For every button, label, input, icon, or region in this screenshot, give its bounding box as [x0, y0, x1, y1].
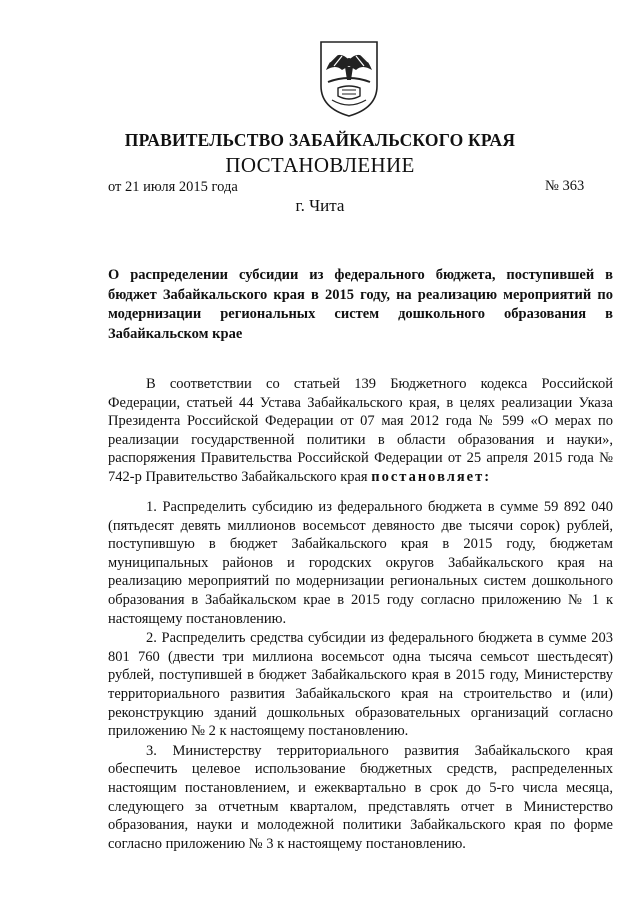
document-date: от 21 июля 2015 года [108, 179, 238, 195]
document-number: № 363 [545, 178, 585, 194]
decree-item-2: 2. Распределить средства субсидии из федерального бюджета в сумме 203 801 760 (двести три миллиона восемьсот одна тысяча семьсот шестьдесят) рублей, поступившей в бюджет Забайкальского края в 2015 году, Министерству территориального развития Забайкальского края на строительство и (или) реконструкцию зданий дошкольных образовательных организаций согласно приложению № 2 к настоящему постановлению. [108, 630, 613, 740]
preamble-paragraph [108, 375, 613, 487]
document-type: ПОСТАНОВЛЕНИЕ [225, 153, 415, 177]
coat-of-arms-icon [318, 40, 380, 118]
preamble [108, 375, 613, 487]
resolves-keyword: постановляет: [371, 468, 492, 485]
document-subject: О распределении субсидии из федерального бюджета, поступившей в бюджет Забайкальского края в 2015 году, на реализацию мероприятий по модернизации региональных систем дошкольного образования в Забайкальском крае [108, 267, 613, 342]
decree-item-1: 1. Распределить субсидию из федерального бюджета в сумме 59 892 040 (пятьдесят девять миллионов восемьсот девяносто две тысячи сорок) рублей, поступившую в бюджет Забайкальского края в 2015 году, бюджетам муниципальных районов и городских округов Забайкальского края на реализацию мероприятий по модернизации региональных систем дошкольного образования в Забайкальском крае в 2015 году согласно приложению № 1 к настоящему постановлению. [108, 499, 613, 627]
decree-items [108, 498, 613, 853]
decree-item-3: 3. Министерству территориального развития Забайкальского края обеспечить целевое использование бюджетных средств, распределенных настоящим постановлением, и ежеквартально в срок до 5-го числа месяца, следующего за отчетным кварталом, представлять отчет в Министерство образования, науки и молодежной политики Забайкальского края по форме согласно приложению № 3 к настоящему постановлению. [108, 742, 613, 852]
preamble-text: В соответствии со статьей 139 Бюджетного кодекса Российской Федерации, статьей 44 Устава Забайкальского края, в целях реализации Указа Президента Российской Федерации от 07 мая 2012 года № 599 «О мерах по реализации государственной политики в области образования и науки», распоряжения Правительства Российской Федерации от 25 апреля 2015 года № 742-р Правительство Забайкальского края [108, 376, 613, 485]
document-city: г. Чита [295, 196, 345, 215]
organization-title: ПРАВИТЕЛЬСТВО ЗАБАЙКАЛЬСКОГО КРАЯ [124, 130, 516, 150]
